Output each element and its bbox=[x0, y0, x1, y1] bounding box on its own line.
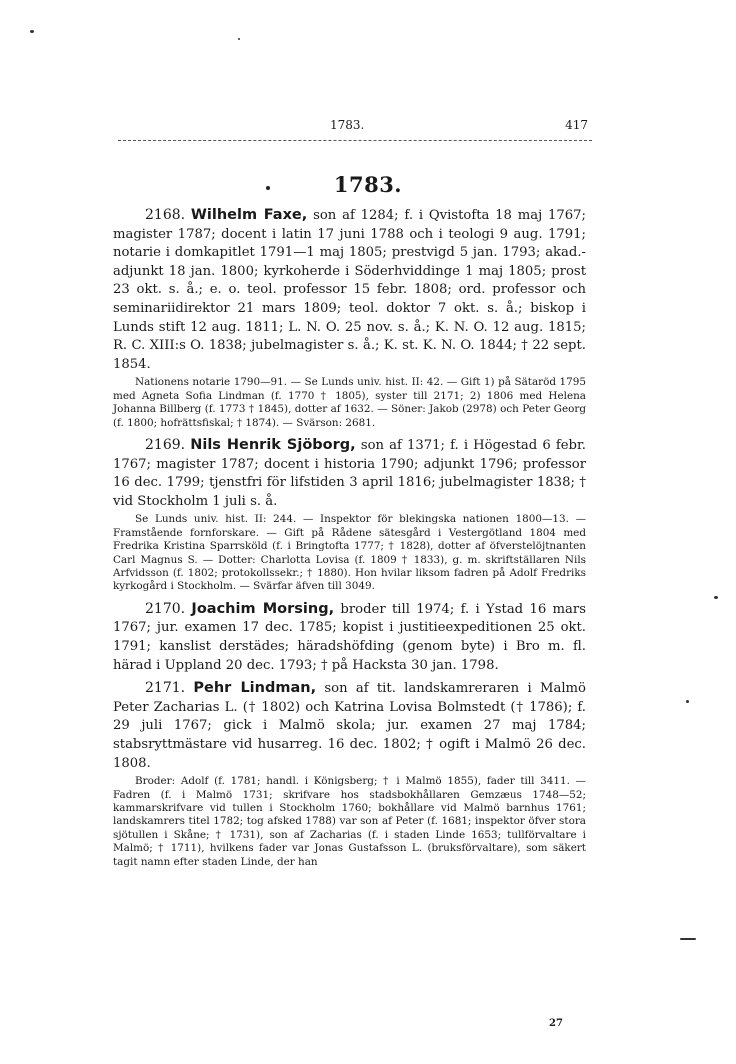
scan-speck bbox=[714, 596, 718, 599]
entry-text: broder till 1974; f. i Ystad 16 mars 1767; jur. examen 17 dec. 1785; kopist i justitieexpeditionen 25 okt. 1791; kanslist derstädes; häradshöfding (genom byte) i Bro m. fl. härad i Uppland 20 dec. 1793; † på Hacksta 30 jan. 1798. bbox=[113, 601, 586, 673]
entry-text: son af 1371; f. i Högestad 6 febr. 1767; magister 1787; docent i historia 1790; adjunkt 1796; professor 16 dec. 1799; tjenstfri för lifstiden 3 april 1816; jubelmagister 1838; † vid Stockholm 1 juli s. å. bbox=[113, 437, 586, 509]
entry-name: Wilhelm Faxe, bbox=[190, 207, 308, 223]
entry-main bbox=[113, 679, 586, 773]
entry-note: Se Lunds univ. hist. II: 244. — Inspektor för blekingska nationen 1800—13. — Framstående fornforskare. — Gift på Rådene sätesgård i Vestergötland 1804 med Fredrika Kristina Sparrsköld (f. i Bringtofta 1777; † 1828), dotter af öfverstelöjtnanten Carl Magnus S. — Dotter: Charlotta Lovisa (f. 1809 † 1833), g. m. skriftställaren Nils Arfvidsson (f. 1802; protokollssekr.; † 1880). Hon hvilar liksom fadren på Adolf Fredriks kyrkogård i Stockholm. — Svärfar äfven till 3049. bbox=[113, 513, 586, 593]
scan-speck bbox=[680, 938, 696, 940]
stray-dot bbox=[266, 186, 270, 190]
page-number: 417 bbox=[565, 118, 588, 132]
entry-2170 bbox=[113, 600, 586, 675]
year-heading-text: 1783. bbox=[333, 172, 403, 197]
entry-name: Nils Henrik Sjöborg, bbox=[190, 436, 356, 453]
running-head bbox=[118, 118, 588, 134]
entry-number: 2169. bbox=[145, 436, 186, 453]
entry-number: 2170. bbox=[145, 600, 186, 617]
entry-main bbox=[113, 206, 586, 374]
entry-text: son af 1284; f. i Qvistofta 18 maj 1767; magister 1787; docent i latin 17 juni 1788 och i teologi 9 aug. 1791; notarie i domkapitlet 1791—1 maj 1805; prestvigd 5 jan. 1793; akad.-adjunkt 18 jan. 1800; kyrkoherde i Söderhviddinge 1 maj 1805; prost 23 okt. s. å.; e. o. teol. professor 15 febr. 1808; ord. professor och seminariidirektor 21 mars 1809; teol. doktor 7 okt. s. å.; biskop i Lunds stift 12 aug. 1811; L. N. O. 25 nov. s. å.; K. N. O. 12 aug. 1815; R. C. XIII:s O. 1838; jubelmagister s. å.; K. st. K. N. O. 1844; † 22 sept. 1854. bbox=[113, 208, 586, 372]
header-rule bbox=[118, 140, 592, 141]
scan-speck bbox=[686, 700, 689, 703]
year-heading bbox=[0, 172, 736, 197]
entry-2171 bbox=[113, 679, 586, 869]
signature-mark: 27 bbox=[549, 1018, 563, 1029]
entries-column bbox=[113, 206, 586, 875]
entry-2168 bbox=[113, 206, 586, 430]
scan-speck bbox=[30, 30, 34, 33]
entry-name: Pehr Lindman, bbox=[193, 680, 317, 697]
entry-note: Nationens notarie 1790—91. — Se Lunds univ. hist. II: 42. — Gift 1) på Sätaröd 1795 med Agneta Sofia Lindman (f. 1770 † 1805), syster till 2171; 2) 1806 med Helena Johanna Billberg (f. 1773 † 1845), dotter af 1632. — Söner: Jakob (2978) och Peter Georg (f. 1800; hofrättsfiskal; † 1874). — Svärson: 2681. bbox=[113, 376, 586, 429]
entry-main bbox=[113, 436, 586, 511]
entry-text: son af tit. landskamreraren i Malmö Peter Zacharias L. († 1802) och Katrina Lovisa Bolmstedt († 1786); f. 29 juli 1767; gick i Malmö skola; jur. examen 27 maj 1784; stabsryttmästare vid husarreg. 16 dec. 1802; † ogift i Malmö 26 dec. 1808. bbox=[113, 681, 586, 771]
entry-name: Joachim Morsing, bbox=[191, 600, 335, 617]
entry-2169 bbox=[113, 436, 586, 594]
entry-number: 2168. bbox=[145, 207, 186, 223]
running-head-year: 1783. bbox=[330, 118, 365, 132]
entry-main bbox=[113, 600, 586, 675]
entry-note: Broder: Adolf (f. 1781; handl. i Königsberg; † i Malmö 1855), fader till 3411. — Fadren (f. i Malmö 1731; skrifvare hos stadsbokhållaren Gemzæus 1748—52; kammarskrifvare vid tullen i Stockholm 1760; bokhållare vid Malmö barnhus 1761; landskamrers titel 1782; tog afsked 1788) var son af Peter (f. 1681; inspektor öfver stora sjötullen i Skåne; † 1731), son af Zacharias (f. i staden Linde 1653; tullförvaltare i Malmö; † 1711), hvilkens fader var Jonas Gustafsson L. (bruksförvaltare), som säkert tagit namn efter staden Linde, der han bbox=[113, 775, 586, 868]
entry-number: 2171. bbox=[145, 680, 186, 697]
scan-speck bbox=[238, 38, 240, 40]
